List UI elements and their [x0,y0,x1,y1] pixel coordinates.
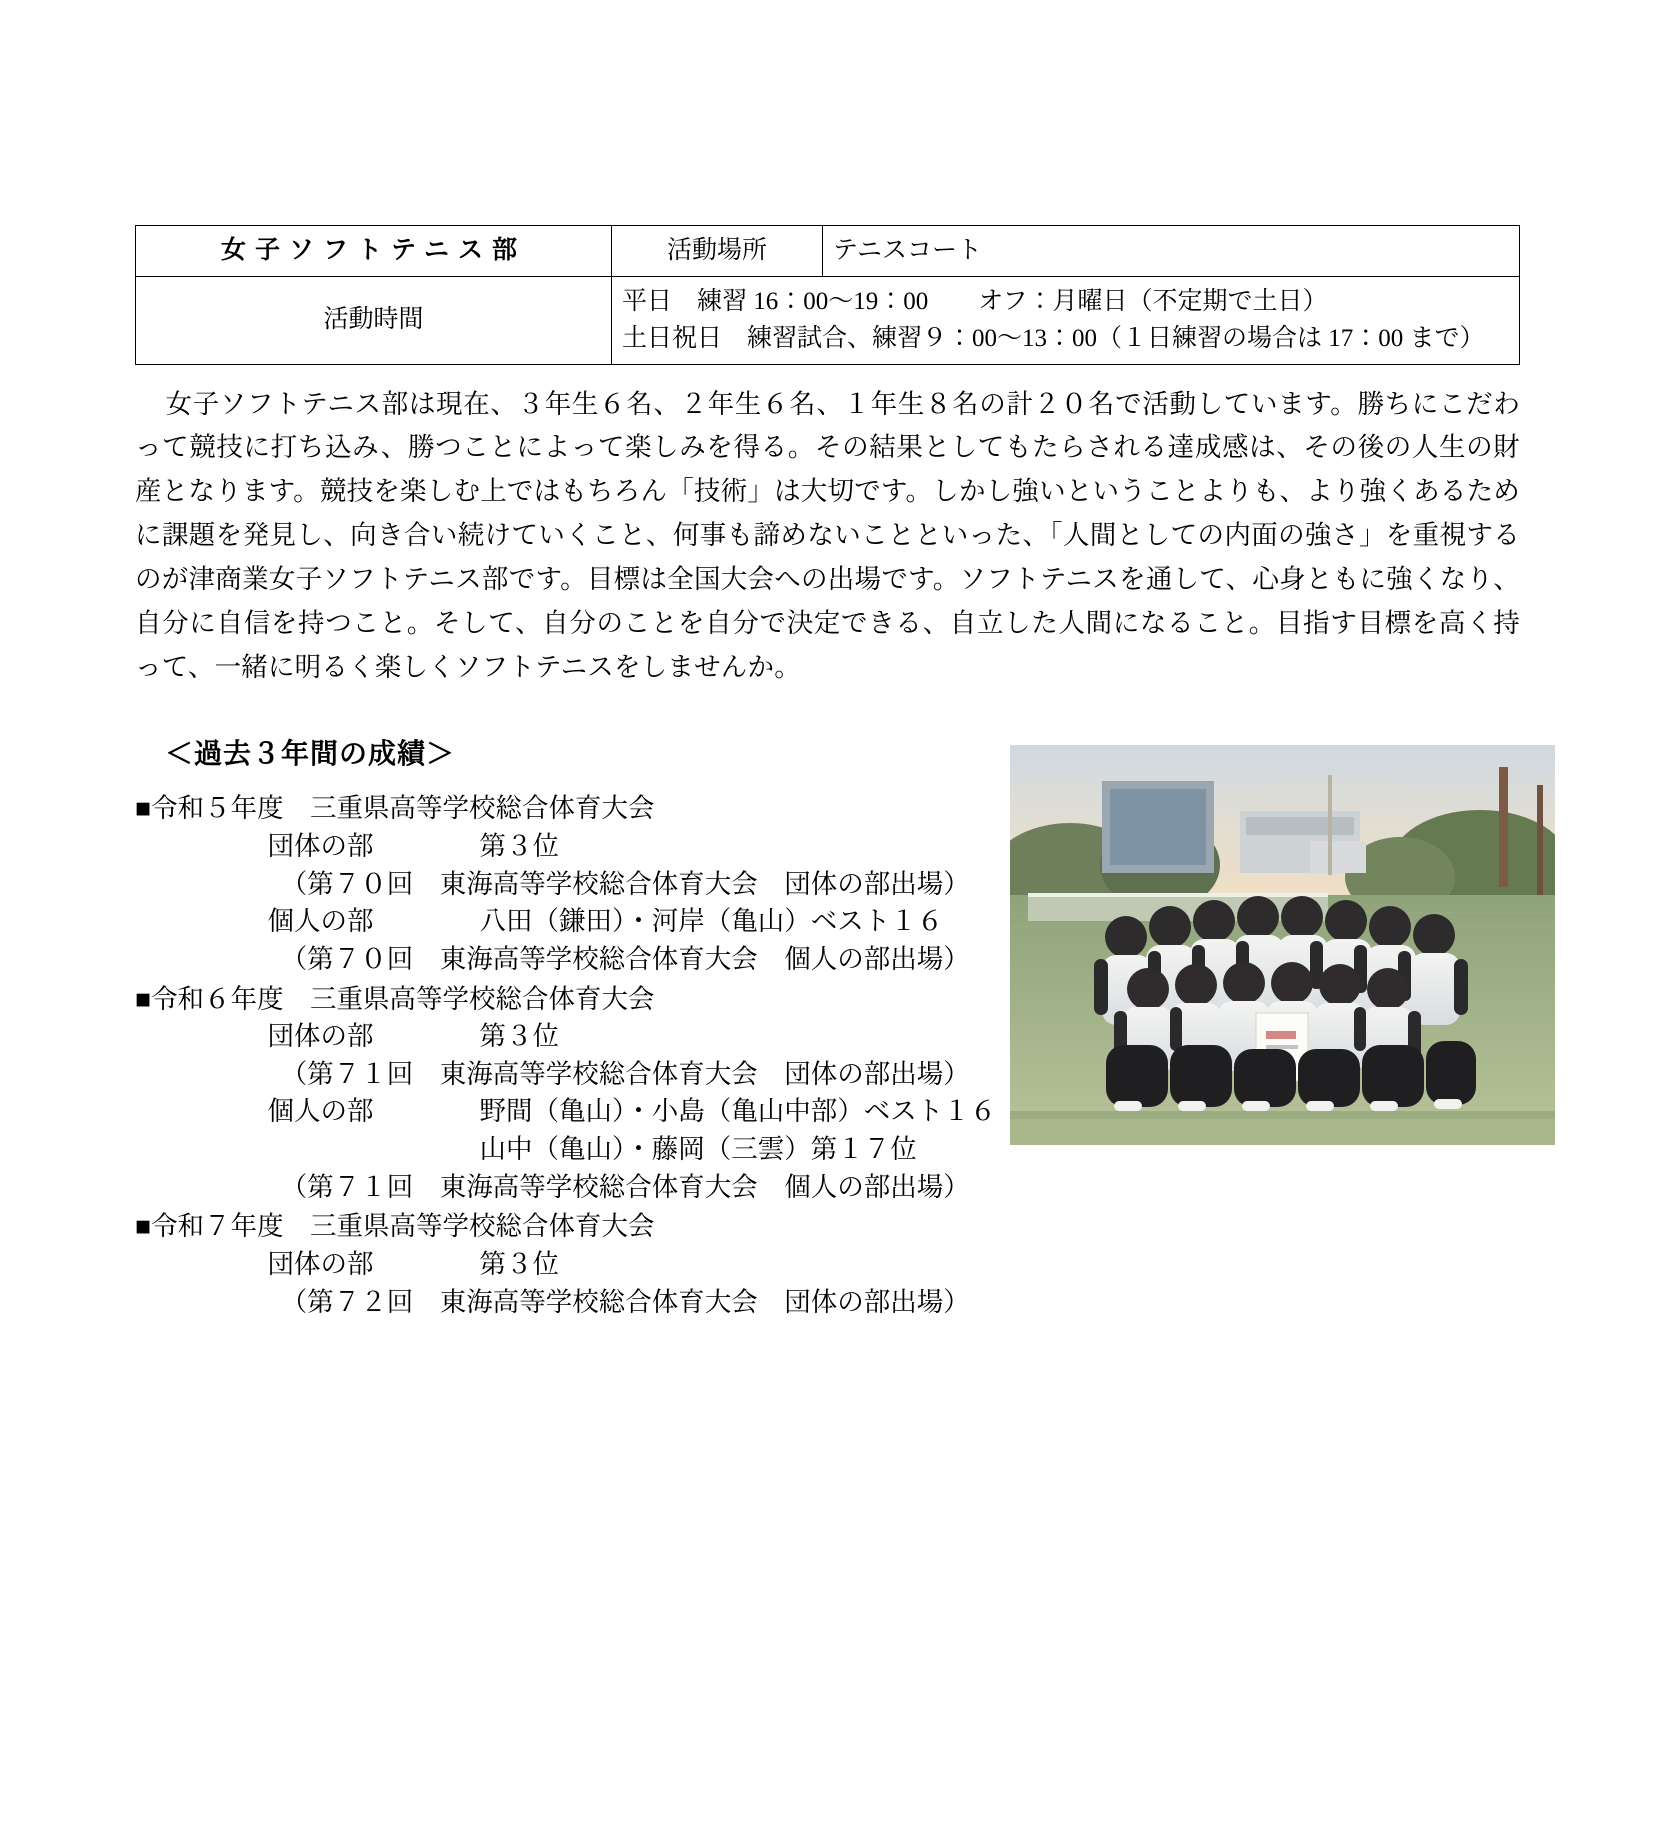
table-row [136,226,1520,277]
list-item: 個人の部 八田（鎌田）・河岸（亀山）ベスト１６ [135,906,944,937]
team-photo [1010,745,1555,1145]
list-item: 団体の部 第３位 [135,831,559,862]
list-item: ■令和５年度 三重県高等学校総合体育大会 [135,793,655,824]
time-label-cell: 活動時間 [136,276,612,364]
club-name-cell: 女子ソフトテニス部 [136,226,612,277]
time-line-weekend: 土日祝日 練習試合、練習９：00〜13：00（１日練習の場合は 17：00 まで） [622,325,1485,352]
list-item: 団体の部 第３位 [135,1021,559,1052]
results-list [135,790,1035,1321]
place-label-cell: 活動場所 [612,226,823,277]
club-info-table [135,225,1520,365]
list-item: （第７２回 東海高等学校総合体育大会 団体の部出場） [135,1286,970,1317]
list-item: 山中（亀山）・藤岡（三雲）第１７位 [135,1134,917,1165]
list-item: ■令和６年度 三重県高等学校総合体育大会 [135,983,655,1014]
list-item: （第７１回 東海高等学校総合体育大会 個人の部出場） [135,1171,970,1202]
intro-text: 女子ソフトテニス部は現在、３年生６名、２年生６名、１年生８名の計２０名で活動しています。勝ちにこだわって競技に打ち込み、勝つことによって楽しみを得る。その結果としてもたらされる達成感は、その後の人生の財産となります。競技を楽しむ上ではもちろん「技術」は大切です。しかし強いということよりも、より強くあるために課題を発見し、向き合い続けていくこと、何事も諦めないことといった、「人間としての内面の強さ」を重視するのが津商業女子ソフトテニス部です。目標は全国大会への出場です。ソフトテニスを通して、心身ともに強くなり、自分に自信を持つこと。そして、自分のことを自分で決定できる、自立した人間になること。目指す目標を高く持って、一緒に明るく楽しくソフトテニスをしませんか。 [135,388,1520,683]
list-item: （第７０回 東海高等学校総合体育大会 団体の部出場） [135,868,970,899]
list-item: 団体の部 第３位 [135,1248,559,1279]
list-item: （第７１回 東海高等学校総合体育大会 団体の部出場） [135,1058,970,1089]
list-item: （第７０回 東海高等学校総合体育大会 個人の部出場） [135,943,970,974]
list-item: 個人の部 野間（亀山）・小島（亀山中部）ベスト１６ [135,1096,997,1127]
place-value-cell: テニスコート [823,226,1520,277]
list-item: ■令和７年度 三重県高等学校総合体育大会 [135,1211,655,1242]
time-value-cell [612,276,1520,364]
intro-paragraph [135,383,1520,691]
results-heading: ＜過去３年間の成績＞ [165,739,456,771]
time-line-weekday: 平日 練習 16：00〜19：00 オフ：月曜日（不定期で土日） [622,287,1328,315]
table-row [136,276,1520,364]
